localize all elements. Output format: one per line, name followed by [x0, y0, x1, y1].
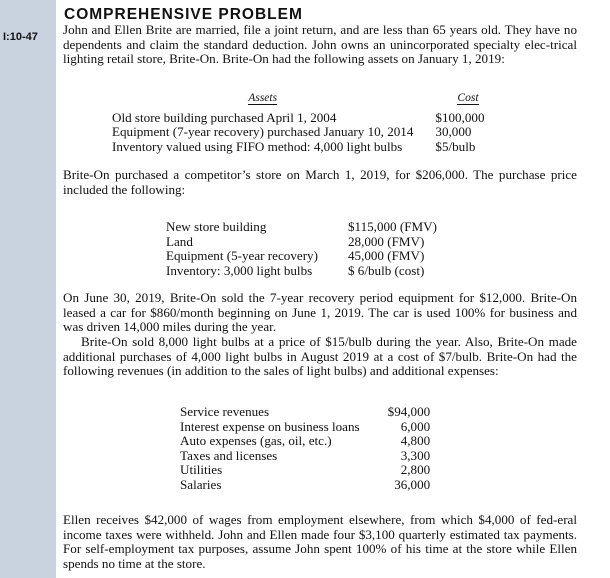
expense-item: Salaries — [180, 476, 222, 492]
purchase-item: Equipment (5-year recovery) — [166, 248, 318, 264]
expense-amount: 4,800 — [400, 433, 431, 449]
table-row — [180, 434, 430, 449]
table-row — [166, 235, 437, 250]
purchase-paragraph: Brite-On purchased a competitor’s store on March 1, 2019, for $206,000. The purchase price included the following: — [63, 167, 577, 197]
problem-number: I:10-47 — [3, 31, 38, 43]
assets-table-header — [112, 91, 485, 111]
revenue-item: Service revenues — [180, 404, 270, 419]
table-row — [180, 449, 430, 464]
asset-cost: 30,000 — [435, 124, 472, 140]
table-row — [180, 405, 430, 420]
table-row — [166, 264, 437, 279]
assets-header: Assets — [248, 92, 278, 104]
assets-table — [112, 91, 485, 154]
table-row — [180, 478, 430, 493]
table-row — [166, 220, 437, 235]
june-paragraph: On June 30, 2019, Brite-On sold the 7-year recovery period equipment for $12,000. Brite-On leased a car for $860/month beginning on June 1, 2019. The car is used 100% for business and was driven 14,000 miles during the year. — [63, 290, 577, 335]
purchase-item: New store building — [166, 219, 267, 234]
table-row — [180, 420, 430, 435]
purchase-item: Inventory: 3,000 light bulbs — [166, 262, 313, 278]
revenue-amount: $94,000 — [387, 404, 431, 419]
intro-paragraph: John and Ellen Brite are married, file a joint return, and are less than 65 years old. They have no dependents and claim the standard deduction. John owns an unincorporated specialty elec-trical lighting retail store, Brite-On. Brite-On had the following assets on January 1, 2019: — [63, 22, 577, 67]
purchase-item: Land — [166, 233, 193, 249]
revenues-expenses-table — [180, 405, 430, 493]
sales-paragraph: Brite-On sold 8,000 light bulbs at a price of $15/bulb during the year. Also, Brite-On made additional purchases of 4,000 light bulbs in August 2019 at a cost of $7/bulb. Brite-On had the following revenues (in addition to the sales of light bulbs) and additional expenses: — [63, 334, 577, 379]
expense-item: Utilities — [180, 462, 223, 478]
table-row — [112, 125, 485, 140]
purchase-value: $ 6/bulb (cost) — [347, 262, 425, 278]
margin-sidebar — [0, 0, 56, 578]
table-row — [166, 249, 437, 264]
purchase-value: 28,000 (FMV) — [347, 233, 425, 249]
table-row — [112, 140, 485, 155]
purchase-value: $115,000 (FMV) — [347, 219, 437, 234]
expense-item: Interest expense on business loans — [180, 418, 360, 434]
asset-item: Inventory valued using FIFO method: 4,000 light bulbs — [112, 138, 403, 154]
expense-amount: 2,800 — [400, 462, 431, 478]
asset-cost: $100,000 — [435, 109, 485, 125]
expense-item: Auto expenses (gas, oil, etc.) — [180, 433, 332, 449]
ellen-paragraph: Ellen receives $42,000 of wages from employment elsewhere, from which $4,000 of fed-eral income taxes were withheld. John and Ellen made four $3,100 quarterly estimated tax payments. For self-employment tax purposes, assume John spent 100% of his time at the store while Ellen spends no time at the store. — [63, 512, 577, 571]
expense-amount: 6,000 — [400, 418, 431, 434]
purchase-value: 45,000 (FMV) — [347, 248, 425, 264]
asset-item: Equipment (7-year recovery) purchased January 10, 2014 — [112, 124, 414, 140]
expense-amount: 36,000 — [394, 476, 431, 492]
purchase-table — [166, 220, 437, 278]
asset-cost: $5/bulb — [435, 138, 476, 154]
section-heading: COMPREHENSIVE PROBLEM — [64, 6, 303, 23]
table-row — [112, 111, 485, 126]
asset-item: Old store building purchased April 1, 2004 — [112, 109, 337, 125]
cost-header: Cost — [457, 92, 479, 104]
table-row — [180, 463, 430, 478]
expense-amount: 3,300 — [400, 447, 431, 463]
expense-item: Taxes and licenses — [180, 447, 278, 463]
